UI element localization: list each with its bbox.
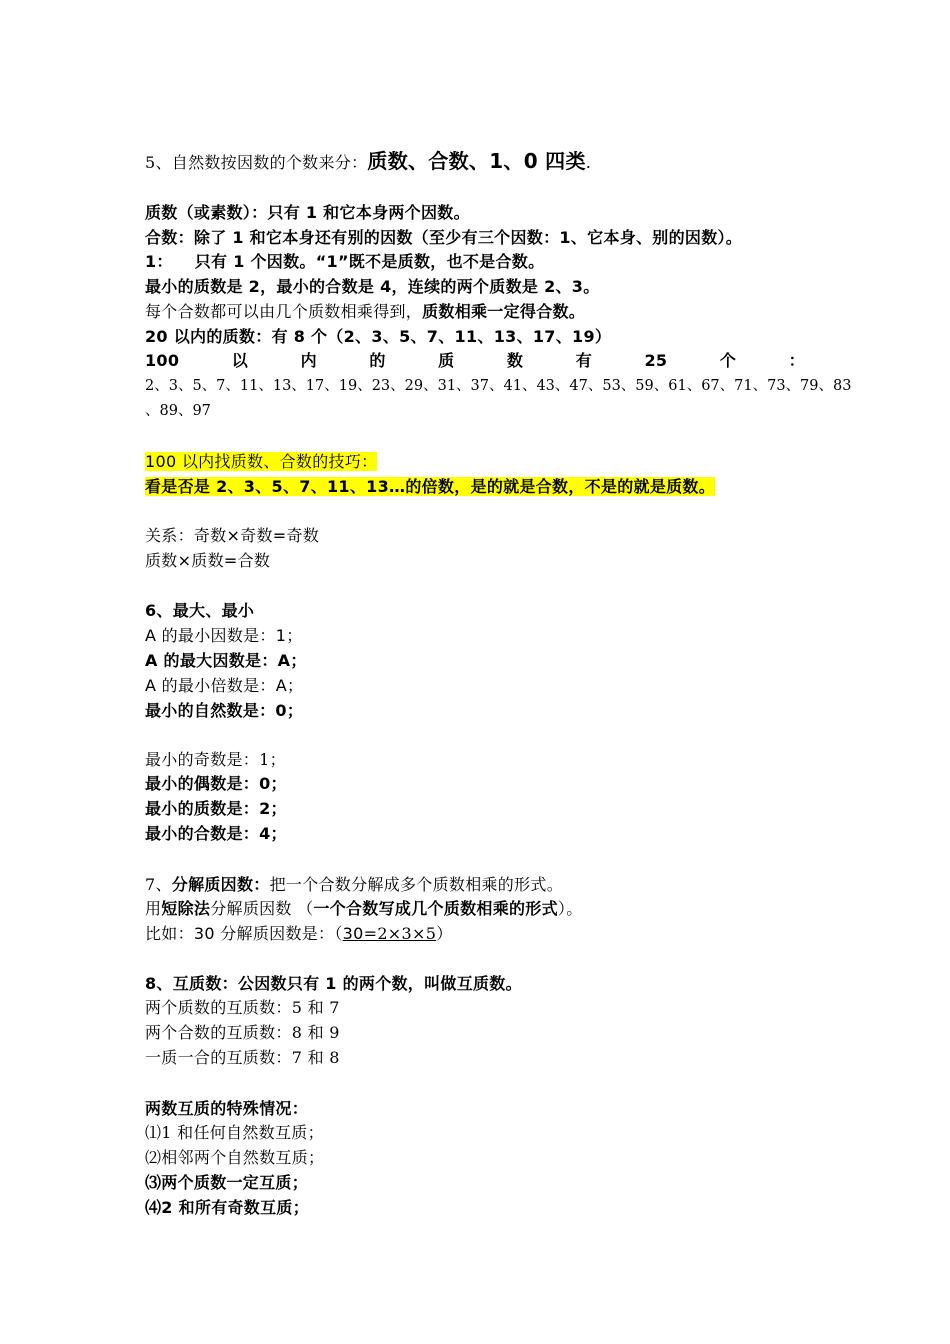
min-odd-line: 最小的奇数是：1； [145, 750, 286, 769]
primes-under-20: 20 以内的质数：有 8 个（2、3、5、7、11、13、17、19） [145, 327, 612, 346]
word: 以 [231, 351, 249, 370]
section6-heading: 6、最大、最小 [145, 601, 255, 620]
min-factor-line: A 的最小因数是：1； [145, 626, 303, 645]
section7-number: 7、 [145, 875, 172, 894]
minimum-fact: 最小的质数是 2，最小的合数是 4，连续的两个质数是 2、3。 [145, 277, 600, 296]
min-multiple-line: A 的最小倍数是：A； [145, 676, 304, 695]
one-text: 只有 1 个因数。“1”既不是质数，也不是合数。 [194, 252, 545, 271]
tip-title [145, 451, 377, 473]
prime-definition: 质数（或素数）：只有 1 和它本身两个因数。 [145, 203, 470, 222]
composite-product-plain: 每个合数都可以由几个质数相乘得到， [145, 302, 423, 321]
word: ： [788, 351, 805, 370]
composite-product [145, 301, 585, 323]
section7-title: 分解质因数： [171, 875, 270, 894]
special-case-2: ⑵相邻两个自然数互质； [145, 1148, 325, 1167]
factorization-example [145, 923, 453, 945]
composite-product-bold: 质数相乘一定得合数。 [422, 302, 586, 321]
primes-under-100-list: 2、3、5、7、11、13、17、19、23、29、31、37、41、43、47、53、59、61、67、71、73、79、83 [145, 378, 852, 394]
section5-heading-prefix: 5、自然数按因数的个数来分： [145, 153, 368, 172]
tip-text-body: 看是否是 2、3、5、7、11、13…的倍数，是的就是合数，不是的就是质数。 [145, 477, 716, 496]
example-label: 比如：30 分解质因数是：（ [145, 924, 343, 943]
section5-heading-dot: . [585, 153, 592, 172]
tip-title-text: 100 以内找质数、合数的技巧： [145, 452, 378, 471]
word: 的 [369, 351, 386, 370]
composite-definition: 合数：除了 1 和它本身还有别的因数（至少有三个因数：1、它本身、别的因数）。 [145, 228, 743, 247]
min-natural-line: 最小的自然数是：0； [145, 701, 304, 720]
word: 内 [300, 351, 317, 370]
special-case-1: ⑴1 和任何自然数互质； [145, 1123, 324, 1142]
short-division-term: 短除法 [161, 899, 211, 918]
short-division-suffix: ）。 [557, 899, 583, 918]
word: 有 [575, 351, 592, 370]
special-cases-title: 两数互质的特殊情况： [145, 1099, 309, 1118]
primes-under-100-tail: 、89、97 [145, 403, 211, 419]
tip-text [145, 476, 715, 498]
special-case-3: ⑶两个质数一定互质； [145, 1173, 309, 1192]
short-division-explain: 一个合数写成几个质数相乘的形式 [313, 899, 558, 918]
section7-heading [145, 874, 563, 896]
section5-heading [145, 150, 591, 174]
short-division-prefix: 用 [145, 899, 162, 918]
section5-heading-main: 质数、合数、1、0 四类 [367, 149, 586, 173]
min-even-line: 最小的偶数是：0； [145, 774, 287, 793]
one-definition [145, 251, 544, 273]
section8-heading: 8、互质数：公因数只有 1 的两个数，叫做互质数。 [145, 974, 522, 993]
short-division-line [145, 898, 583, 920]
section7-description: 把一个合数分解成多个质数相乘的形式。 [269, 875, 563, 894]
example-number: 30 [342, 924, 364, 943]
example-close: ） [436, 924, 453, 943]
primes-under-100-heading [145, 350, 805, 372]
word: 25 [644, 351, 668, 370]
coprime-mixed: 一质一合的互质数：7 和 8 [145, 1048, 340, 1067]
special-case-4: ⑷2 和所有奇数互质； [145, 1198, 310, 1217]
short-division-middle: 分解质因数 （ [210, 899, 314, 918]
relation-odd: 关系：奇数×奇数=奇数 [145, 526, 320, 545]
example-factors: =2×3×5 [363, 924, 437, 943]
one-label: 1： [145, 252, 173, 271]
coprime-two-composites: 两个合数的互质数：8 和 9 [145, 1023, 340, 1042]
coprime-two-primes: 两个质数的互质数：5 和 7 [145, 998, 340, 1017]
min-prime-line: 最小的质数是：2； [145, 799, 287, 818]
max-factor-line: A 的最大因数是：A； [145, 651, 307, 670]
min-composite-line: 最小的合数是：4； [145, 824, 287, 843]
word: 个 [719, 351, 737, 370]
word: 数 [506, 351, 524, 370]
word: 100 [145, 351, 180, 370]
word: 质 [438, 351, 455, 370]
relation-prime: 质数×质数=合数 [145, 551, 271, 570]
